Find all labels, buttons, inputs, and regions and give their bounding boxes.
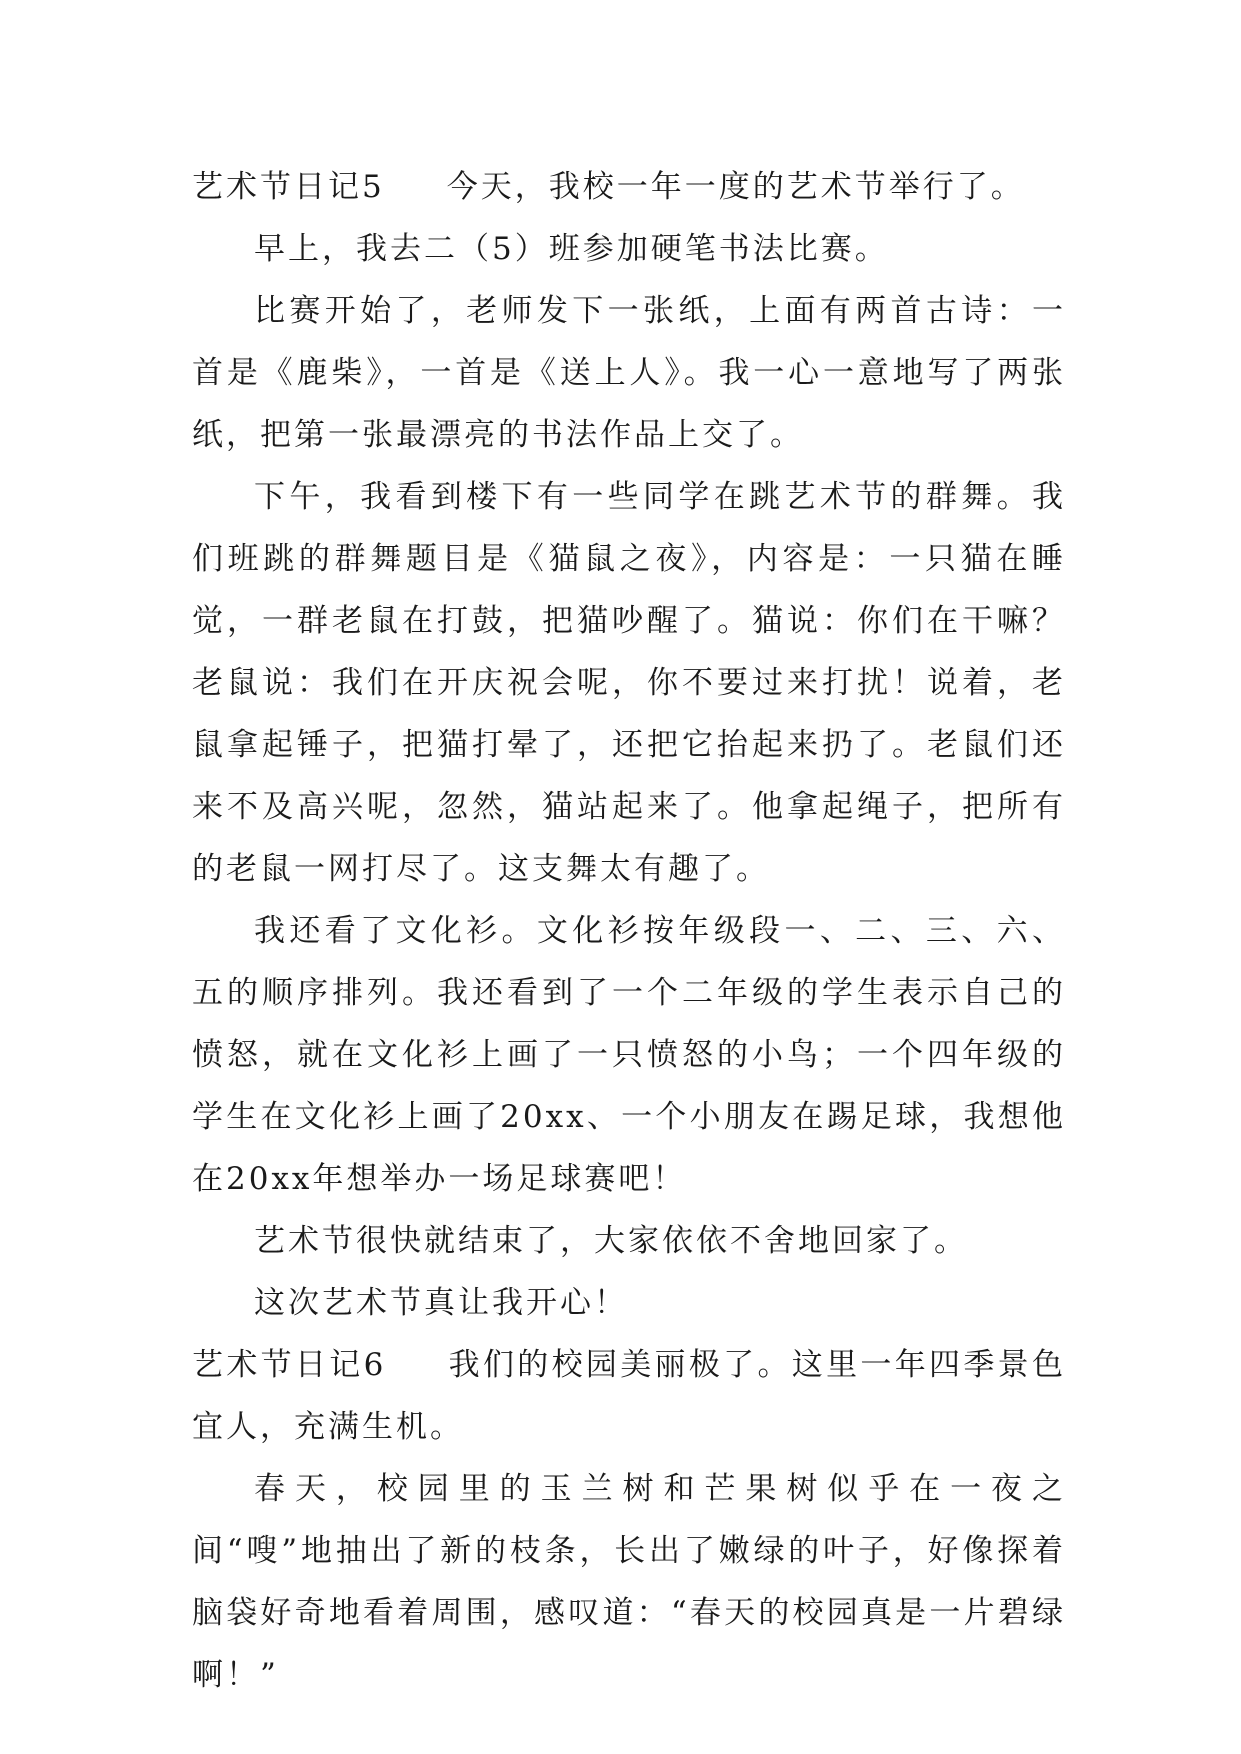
paragraph: 早上，我去二（5）班参加硬笔书法比赛。 bbox=[254, 231, 889, 267]
section-heading bbox=[192, 1334, 1066, 1458]
paragraph: 这次艺术节真让我开心！ bbox=[254, 1285, 628, 1321]
paragraph: 下午，我看到楼下有一些同学在跳艺术节的群舞。我们班跳的群舞题目是《猫鼠之夜》，内容是：一只猫在睡觉，一群老鼠在打鼓，把猫吵醒了。猫说：你们在干嘛？老鼠说：我们在开庆祝会呢，你不要过来打扰！说着，老鼠拿起锤子，把猫打晕了，还把它抬起来扔了。老鼠们还来不及高兴呢，忽然，猫站起来了。他拿起绳子，把所有的老鼠一网打尽了。这支舞太有趣了。 bbox=[192, 479, 1066, 887]
paragraph: 春天，校园里的玉兰树和芒果树似乎在一夜之间“嗖”地抽出了新的枝条，长出了嫩绿的叶子，好像探着脑袋好奇地看着周围，感叹道：“春天的校园真是一片碧绿啊！” bbox=[192, 1471, 1066, 1693]
paragraph: 艺术节很快就结束了，大家依依不舍地回家了。 bbox=[254, 1223, 968, 1259]
section-heading bbox=[192, 156, 1066, 218]
section-title: 艺术节日记5 bbox=[192, 169, 385, 205]
section-title: 艺术节日记6 bbox=[192, 1347, 387, 1383]
section-first-line: 我们的校园美丽极了。这里一年四季景色宜人，充满生机。 bbox=[192, 1347, 1066, 1445]
paragraph: 我还看了文化衫。文化衫按年级段一、二、三、六、五的顺序排列。我还看到了一个二年级的学生表示自己的愤怒，就在文化衫上画了一只愤怒的小鸟；一个四年级的学生在文化衫上画了20xx、一个小朋友在踢足球，我想他在20xx年想举办一场足球赛吧！ bbox=[192, 913, 1066, 1197]
document-body bbox=[192, 156, 1066, 1706]
section-first-line: 今天，我校一年一度的艺术节举行了。 bbox=[446, 169, 1025, 205]
paragraph: 比赛开始了，老师发下一张纸，上面有两首古诗：一首是《鹿柴》，一首是《送上人》。我一心一意地写了两张纸，把第一张最漂亮的书法作品上交了。 bbox=[192, 293, 1066, 453]
